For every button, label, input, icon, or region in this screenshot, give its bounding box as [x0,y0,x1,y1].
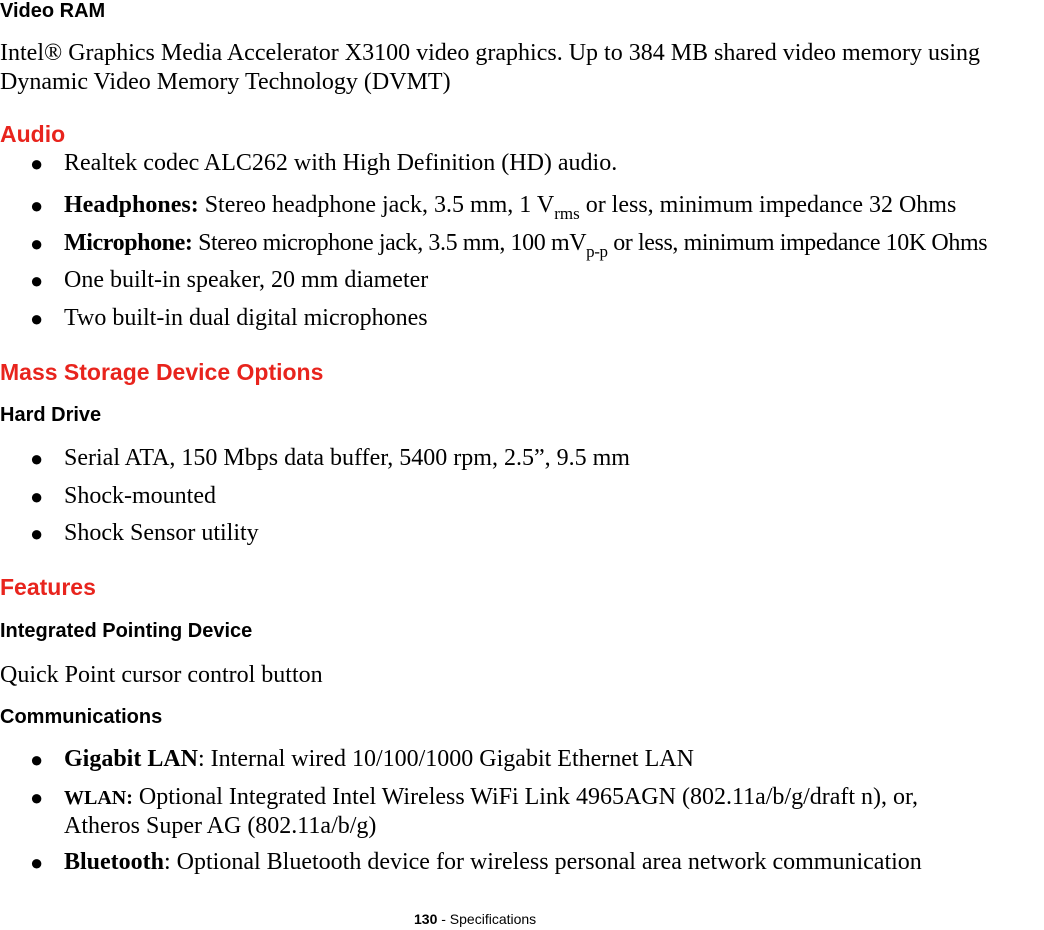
lan-label: Gigabit LAN [64,746,199,772]
bluetooth-label: Bluetooth [64,849,165,875]
bullet-icon: ● [30,785,44,810]
audio-item-headphones [64,192,957,223]
video-ram-text-line2: Dynamic Video Memory Technology (DVMT) [0,69,451,95]
mass-storage-heading: Mass Storage Device Options [0,359,324,385]
bullet-icon: ● [30,151,44,176]
hard-drive-item: Serial ATA, 150 Mbps data buffer, 5400 rpm, 2.5”, 9.5 mm [64,445,630,471]
wlan-text-line2: Atheros Super AG (802.11a/b/g) [64,813,377,839]
audio-item-microphones: Two built-in dual digital microphones [64,305,428,331]
bluetooth-text: : Optional Bluetooth device for wireless personal area network communication [164,849,922,875]
communications-item-bluetooth [64,849,922,876]
bullet-icon: ● [30,231,44,256]
audio-heading: Audio [0,121,66,147]
microphone-text-a: Stereo microphone jack, 3.5 mm, 100 mV [192,230,587,256]
communications-heading: Communications [0,706,163,728]
bullet-icon: ● [30,747,44,772]
page-number: 130 [414,911,438,927]
wlan-label: WLAN: [64,787,133,809]
microphone-text-b: or less, minimum impedance 10K Ohms [607,230,988,256]
wlan-text-line1: Optional Integrated Intel Wireless WiFi Link 4965AGN (802.11a/b/g/draft n), or, [132,784,919,810]
bullet-icon: ● [30,484,44,509]
hard-drive-item: Shock-mounted [64,483,216,509]
communications-item-wlan [64,784,918,811]
features-heading: Features [0,574,96,600]
video-ram-text-line1: Intel® Graphics Media Accelerator X3100 video graphics. Up to 384 MB shared video memory using [0,40,981,66]
footer-section: - Specifications [437,911,537,927]
microphone-sub: p-p [586,242,608,261]
audio-item-speaker: One built-in speaker, 20 mm diameter [64,267,429,293]
bullet-icon: ● [30,850,44,875]
microphone-label: Microphone: [64,230,193,256]
video-ram-heading: Video RAM [0,0,106,22]
hard-drive-heading: Hard Drive [0,404,102,426]
bullet-icon: ● [30,446,44,471]
headphones-label: Headphones: [64,192,199,218]
bullet-icon: ● [30,306,44,331]
hard-drive-item: Shock Sensor utility [64,520,259,546]
bullet-icon: ● [30,193,44,218]
pointing-device-heading: Integrated Pointing Device [0,620,253,642]
audio-item-codec: Realtek codec ALC262 with High Definition (HD) audio. [64,150,618,176]
headphones-text-a: Stereo headphone jack, 3.5 mm, 1 V [198,192,555,218]
pointing-device-text: Quick Point cursor control button [0,662,323,688]
page-footer [414,911,536,927]
headphones-sub: rms [554,204,580,223]
lan-text: : Internal wired 10/100/1000 Gigabit Ethernet LAN [198,746,694,772]
headphones-text-b: or less, minimum impedance 32 Ohms [579,192,957,218]
communications-item-lan [64,746,694,773]
audio-item-microphone [64,230,988,261]
bullet-icon: ● [30,521,44,546]
bullet-icon: ● [30,268,44,293]
